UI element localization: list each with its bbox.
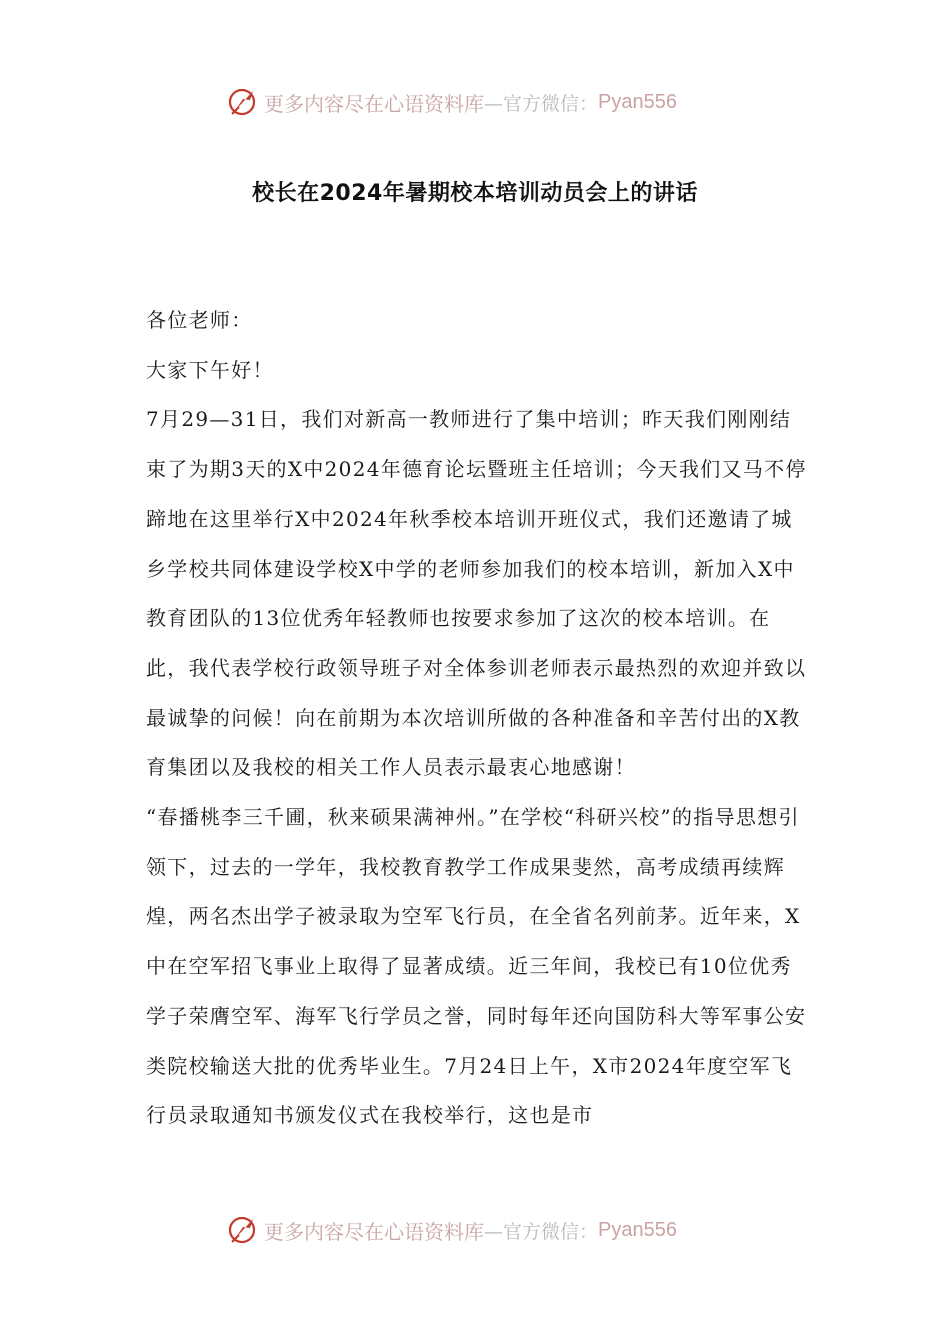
document-title: 校长在2024年暑期校本培训动员会上的讲话	[252, 181, 698, 206]
quill-logo-icon	[226, 85, 260, 119]
quill-logo-icon	[226, 1213, 260, 1247]
watermark-sub-text: —官方微信：	[484, 92, 599, 115]
watermark-header	[226, 84, 746, 120]
watermark-footer	[226, 1212, 746, 1248]
watermark-id-text: Pyan556	[598, 1218, 677, 1241]
greeting: 大家下午好！	[146, 357, 274, 382]
salutation: 各位老师：	[146, 308, 253, 332]
document-body	[146, 296, 810, 1141]
watermark-id-text: Pyan556	[598, 90, 677, 113]
watermark-main-text: 更多内容尽在心语资料库	[264, 91, 484, 116]
watermark-sub-text: —官方微信：	[484, 1220, 599, 1243]
body-paragraph-1: 7月29—31日，我们对新高一教师进行了集中培训；昨天我们刚刚结束了为期3天的X中2024年德育论坛暨班主任培训；今天我们又马不停蹄地在这里举行X中2024年秋季校本培训开班仪式，我们还邀请了城乡学校共同体建设学校X中学的老师参加我们的校本培训，新加入X中教育团队的13位优秀年轻教师也按要求参加了这次的校本培训。在此，我代表学校行政领导班子对全体参训老师表示最热烈的欢迎并致以最诚挚的问候！向在前期为本次培训所做的各种准备和辛苦付出的X教育集团以及我校的相关工作人员表示最衷心地感谢！	[146, 407, 807, 780]
body-paragraph-2: “春播桃李三千圃，秋来硕果满神州。”在学校“科研兴校”的指导思想引领下，过去的一学年，我校教育教学工作成果斐然，高考成绩再续辉煌，两名杰出学子被录取为空军飞行员，在全省名列前茅。近年来，X中在空军招飞事业上取得了显著成绩。近三年间，我校已有10位优秀学子荣膺空军、海军飞行学员之誉，同时每年还向国防科大等军事公安类院校输送大批的优秀毕业生。7月24日上午，X市2024年度空军飞行员录取通知书颁发仪式在我校举行，这也是市	[146, 805, 807, 1128]
watermark-main-text: 更多内容尽在心语资料库	[264, 1219, 484, 1244]
